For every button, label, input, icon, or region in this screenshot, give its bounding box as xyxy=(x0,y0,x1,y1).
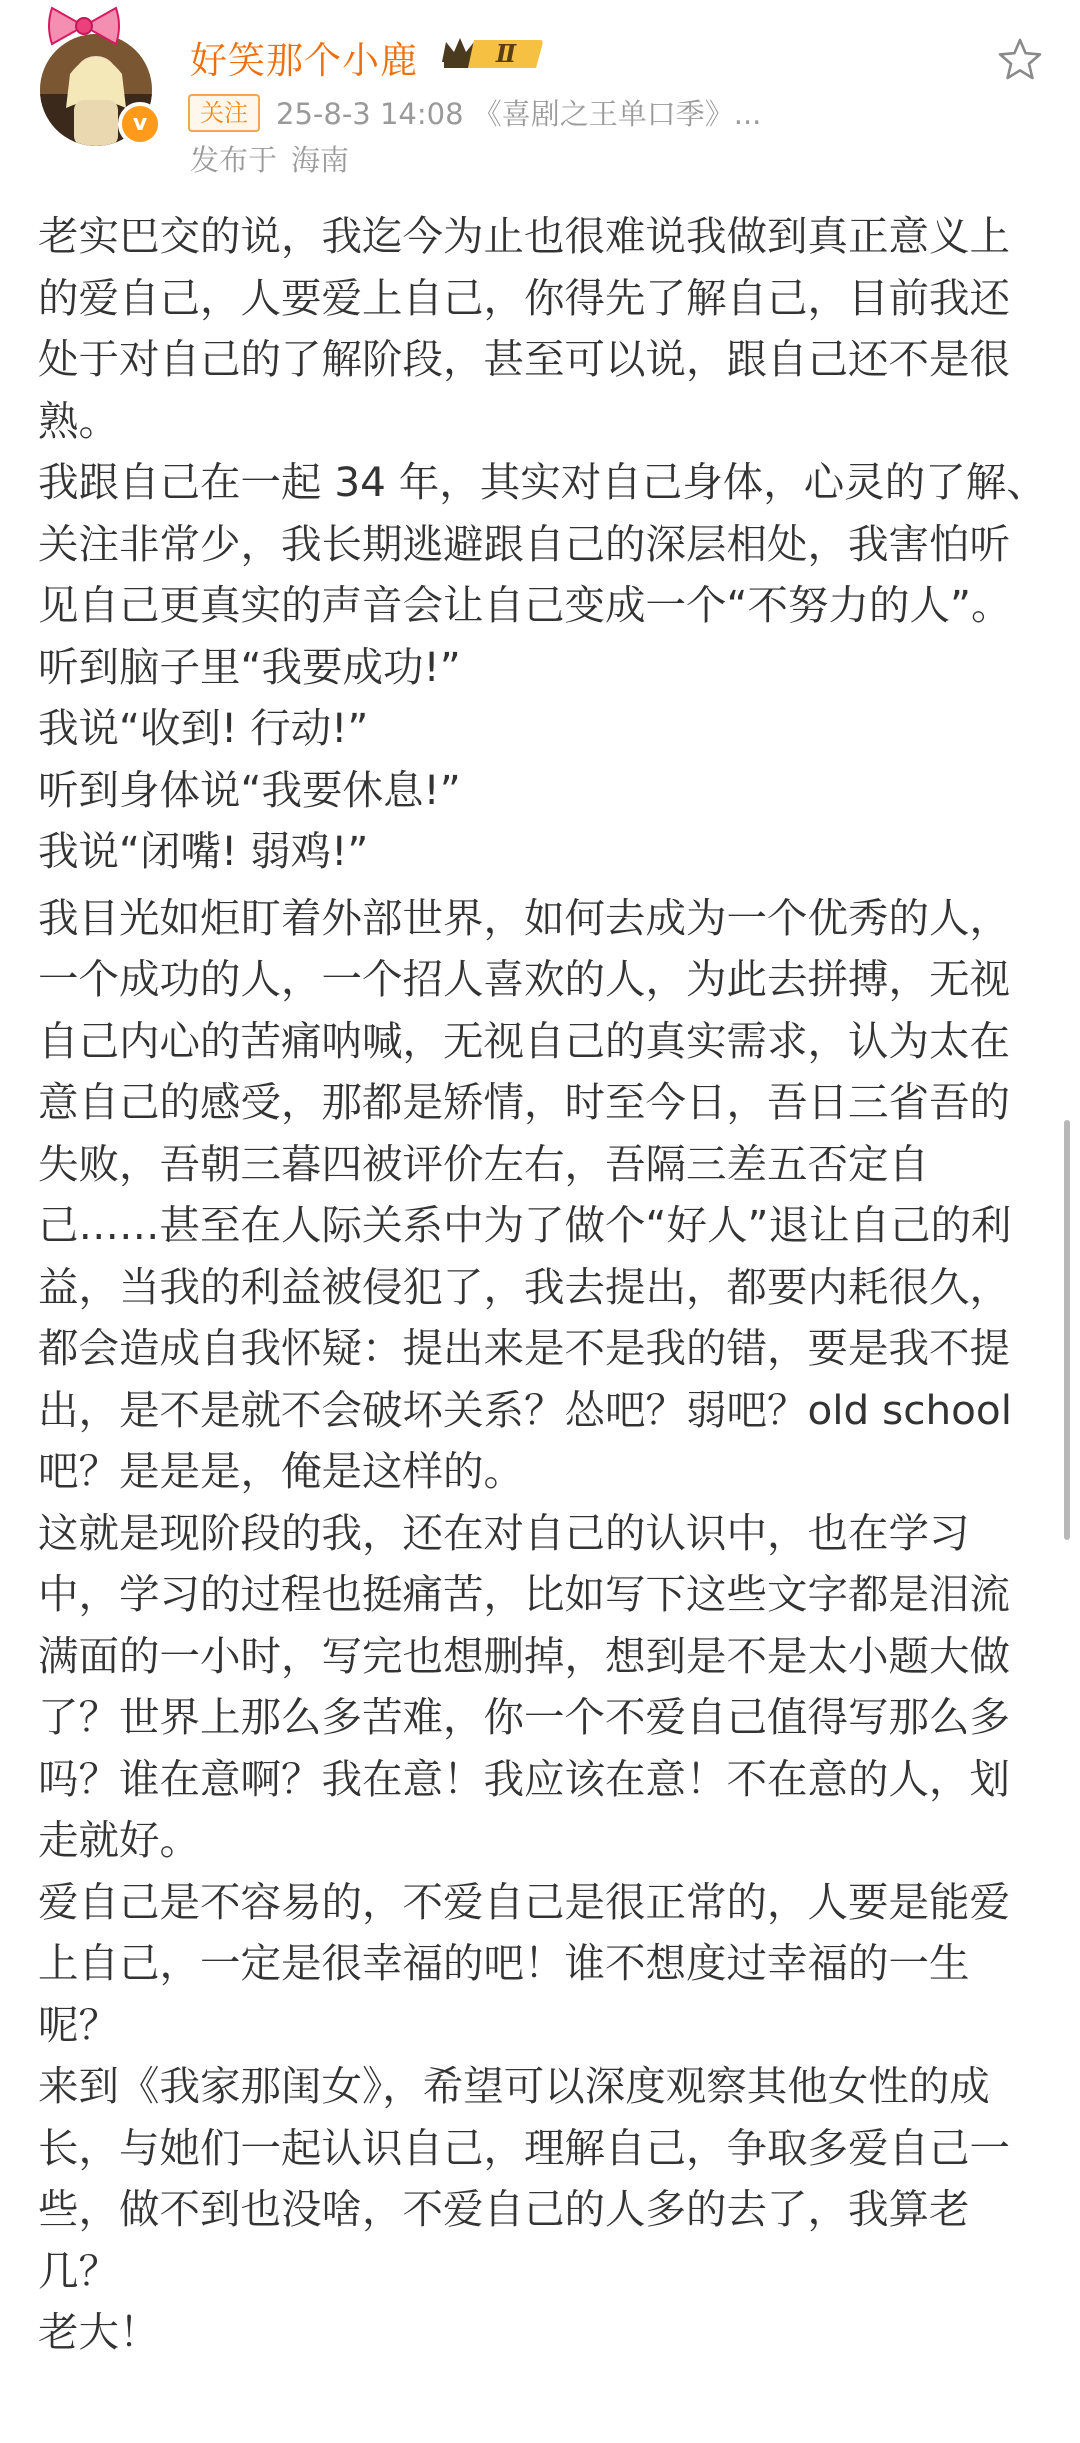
paragraph: 这就是现阶段的我，还在对自己的认识中，也在学习中，学习的过程也挺痛苦，比如写下这些文字都是泪流满面的一小时，写完也想删掉，想到是不是太小题大做了？世界上那么多苦难，你一个不爱自己值得写那么多吗？谁在意啊？我在意！我应该在意！不在意的人，划走就好。 xyxy=(38,1508,1010,1864)
username[interactable]: 好笑那个小鹿 xyxy=(190,39,418,82)
verified-badge-icon: v xyxy=(118,102,162,146)
location-prefix: 发布于 xyxy=(190,143,278,177)
paragraph: 老大！ xyxy=(38,2308,160,2356)
scrollbar[interactable] xyxy=(1064,1120,1070,1540)
post-body xyxy=(38,206,1048,2364)
location-name: 海南 xyxy=(291,143,350,177)
follow-tag[interactable]: 关注 xyxy=(188,94,260,132)
post-location xyxy=(190,138,363,179)
paragraph: 老实巴交的说，我迄今为止也很难说我做到真正意义上的爱自己，人要爱上自己，你得先了解自己，目前我还处于对自己的了解阶段，甚至可以说，跟自己还不是很熟。 xyxy=(38,212,1010,445)
paragraph: 我说“收到! 行动!” xyxy=(38,704,369,752)
paragraph: 听到脑子里“我要成功!” xyxy=(38,642,461,691)
paragraph: 爱自己是不容易的，不爱自己是很正常的，人要是能爱上自己，一定是很幸福的吧！谁不想度过幸福的一生呢？ xyxy=(38,1877,1010,2049)
rank-label: Ⅱ xyxy=(495,39,517,68)
paragraph: 来到《我家那闺女》，希望可以深度观察其他女性的成长，与她们一起认识自己，理解自己，争取多爱自己一些，做不到也没啥，不爱自己的人多的去了，我算老几？ xyxy=(38,2062,1010,2295)
paragraph: 我说“闭嘴! 弱鸡!” xyxy=(38,827,369,875)
post-timestamp: 25-8-3 14:08 xyxy=(276,97,464,131)
pink-bow-icon xyxy=(44,2,124,50)
paragraph: 我跟自己在一起 34 年，其实对自己身体，心灵的了解、关注非常少，我长期逃避跟自己的深层相处，我害怕听见自己更真实的声音会让自己变成一个“不努力的人”。 xyxy=(38,458,1047,629)
post-meta xyxy=(276,92,761,133)
post-source[interactable]: 《喜剧之王单口季》... xyxy=(472,97,762,131)
paragraph: 我目光如炬盯着外部世界，如何去成为一个优秀的人，一个成功的人，一个招人喜欢的人，为此去拼搏，无视自己内心的苦痛呐喊，无视自己的真实需求，认为太在意自己的感受，那都是矫情，时至今日，吾日三省吾的失败，吾朝三暮四被评价左右，吾隔三差五否定自己……甚至在人际关系中为了做个“好人”退让自己的利益，当我的利益被侵犯了，我去提出，都要内耗很久，都会造成自我怀疑：提出来是不是我的错，要是我不提出，是不是就不会破坏关系？怂吧？弱吧？old school 吧？是是是，俺是这样的。 xyxy=(38,893,1012,1495)
crown-rank-icon xyxy=(440,34,546,74)
star-outline-icon[interactable] xyxy=(996,36,1044,84)
paragraph: 听到身体说“我要休息!” xyxy=(38,765,461,814)
post-header xyxy=(0,0,1080,180)
